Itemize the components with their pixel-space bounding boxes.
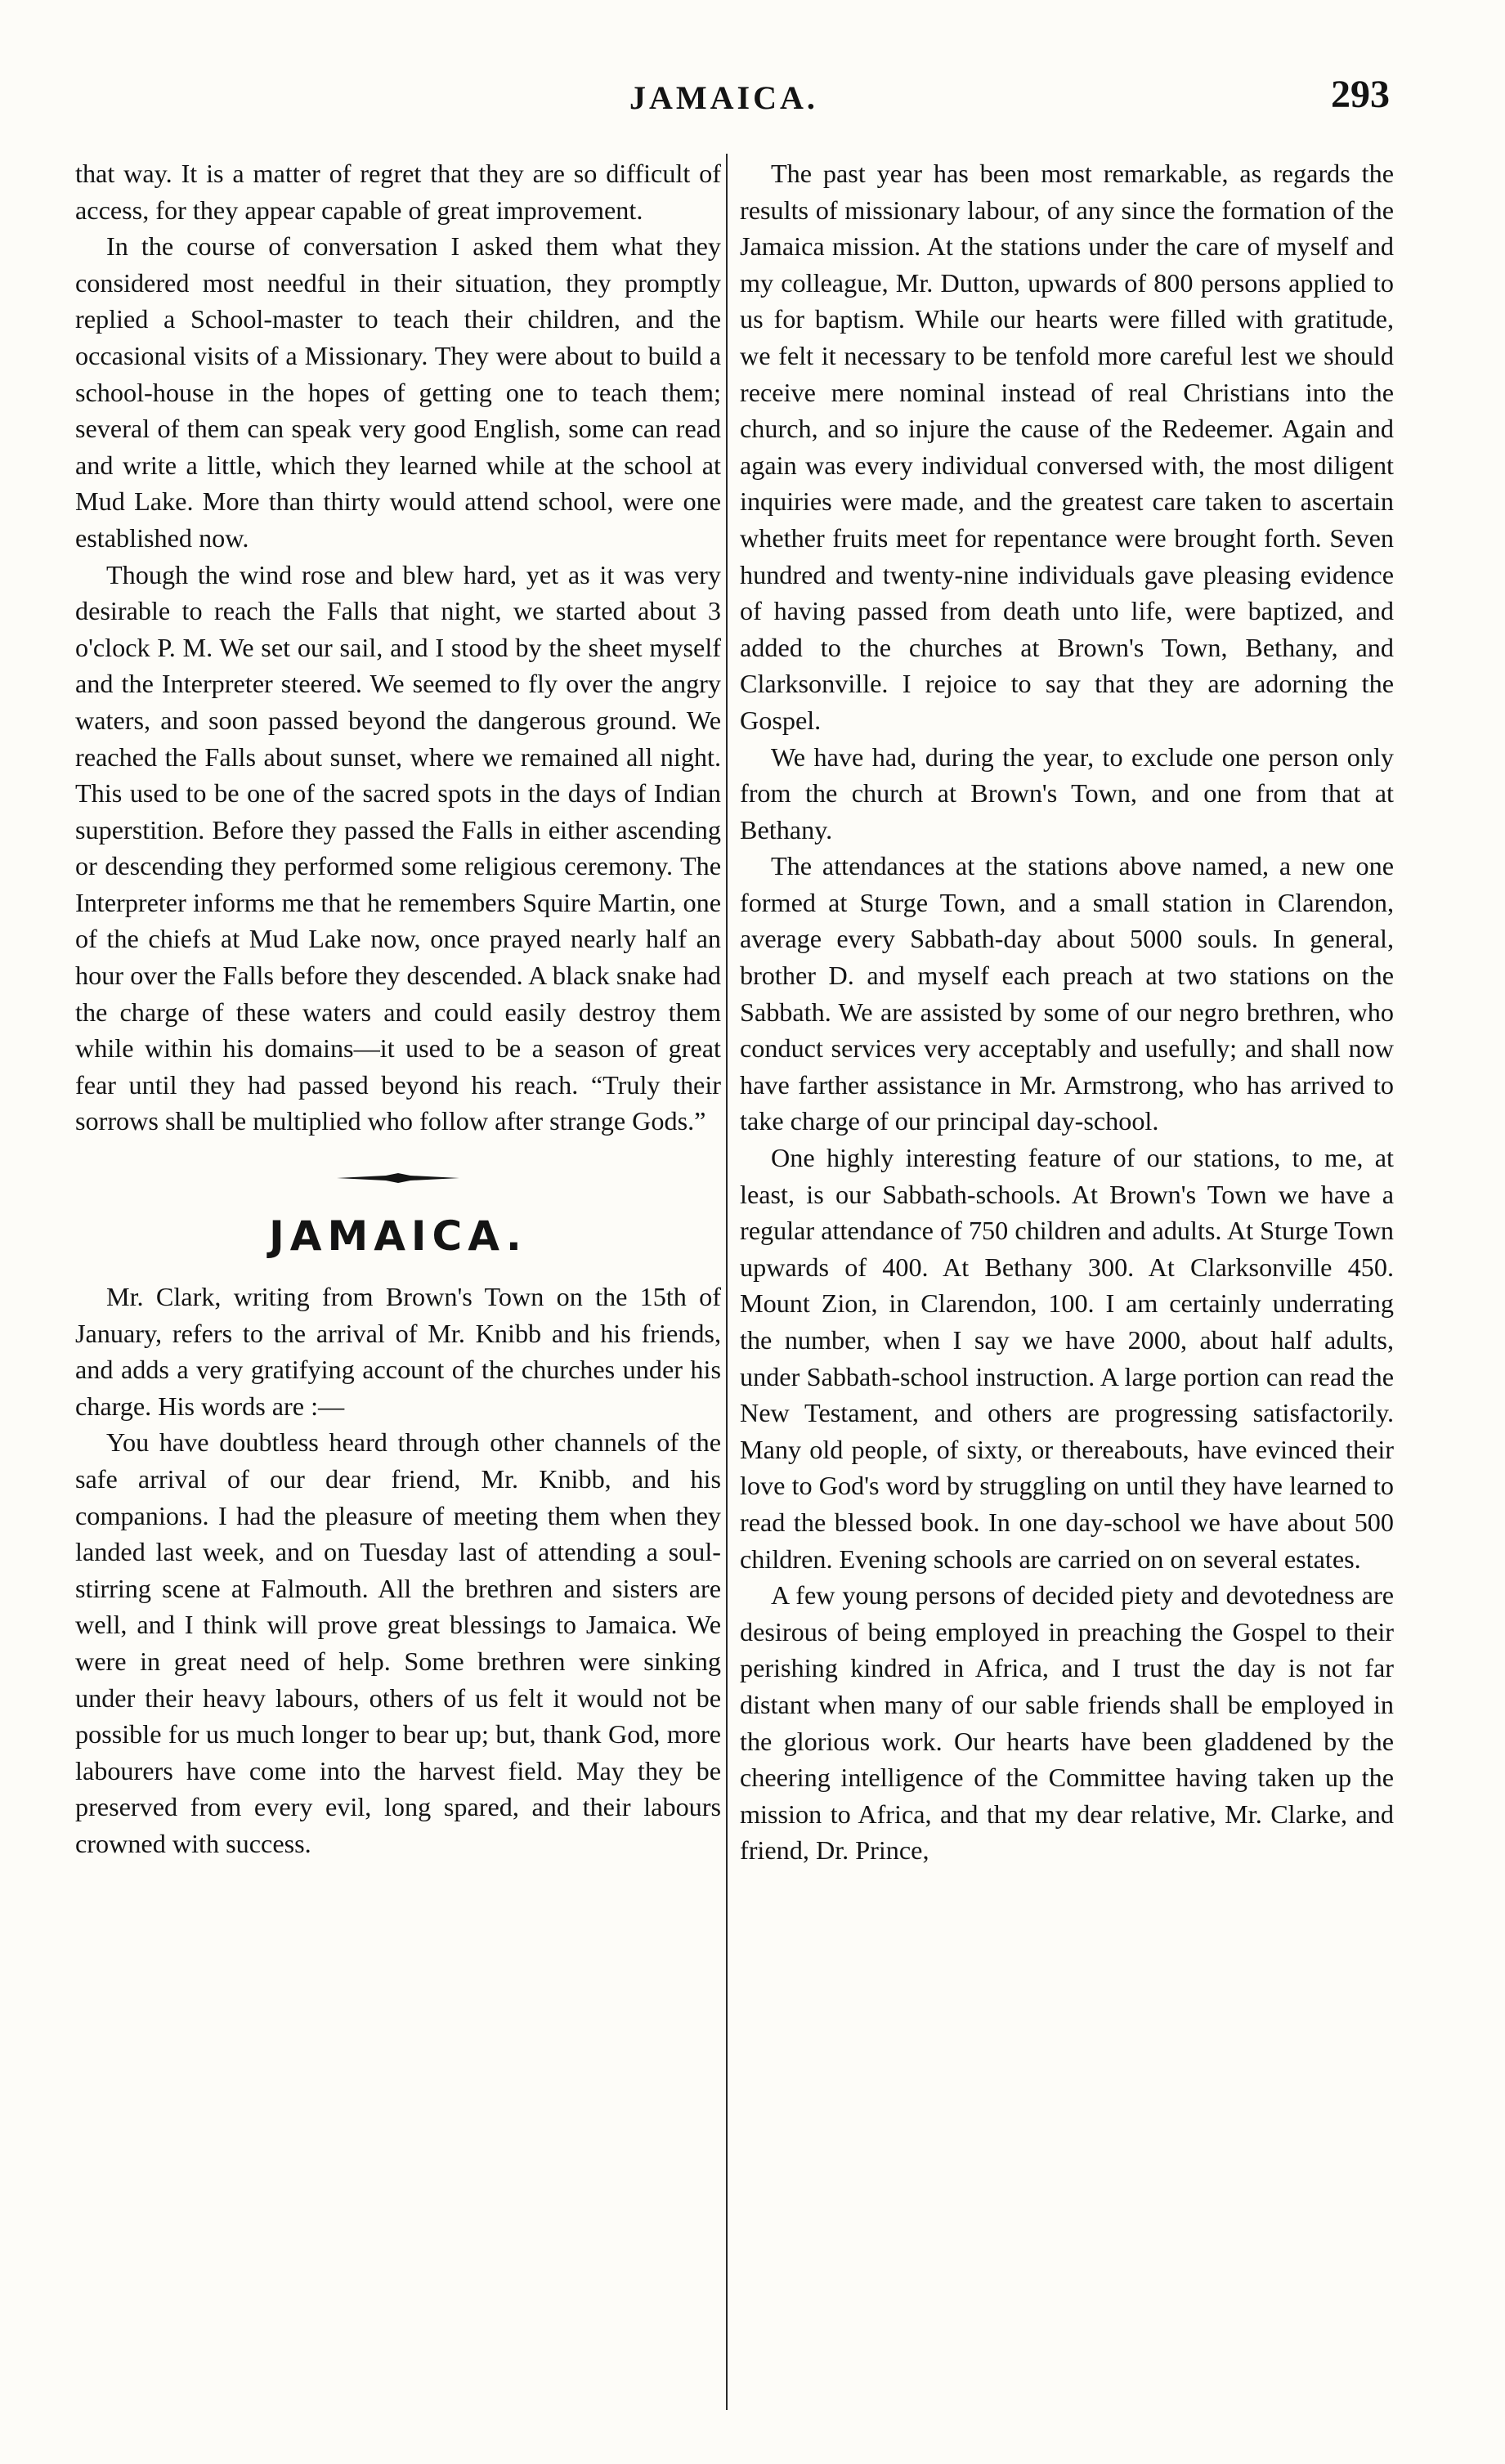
page-header: [0, 73, 1505, 128]
paragraph: The past year has been most remarkable, as regards the results of missionary labour, of any since the formation of the Jamaica mission. At the stations under the care of myself and my colleague, Mr. Dutton, upwards of 800 persons applied to us for baptism. While our hearts were filled with gratitude, we felt it necessary to be tenfold more careful lest we should receive mere nominal instead of real Christians into the church, and so injure the cause of the Redeemer. Again and again was every individual conversed with, the most diligent inquiries were made, and the greatest care taken to ascertain whether fruits meet for repentance were brought forth. Seven hundred and twenty-nine individuals gave pleasing evidence of having passed from death unto life, were baptized, and added to the churches at Brown's Town, Bethany, and Clarksonville. I rejoice to say that they are adorning the Gospel.: [740, 159, 1394, 735]
page-number: 293: [1331, 73, 1390, 116]
paragraph: that way. It is a matter of regret that they are so difficult of access, for they appear capable of great improvement.: [75, 159, 721, 225]
running-title: JAMAICA.: [629, 79, 818, 116]
paragraph: One highly interesting feature of our stations, to me, at least, is our Sabbath-schools. At Brown's Town we have a regular attendance of 750 children and adults. At Sturge Town upwards of 400. At Bethany 300. At Clarksonville 450. Mount Zion, in Clarendon, 100. I am certainly underrating the number, when I say we have 2000, about half adults, under Sabbath-school instruction. A large portion can read the New Testament, and others are progressing satisfactorily. Many old people, of sixty, or thereabouts, have evinced their love to God's word by struggling on until they have learned to read the blessed book. In one day-school we have about 500 children. Evening schools are carried on on several estates.: [740, 1143, 1394, 1574]
paragraph: We have had, during the year, to exclude one person only from the church at Brown's Town, and one from that at Bethany.: [740, 741, 1394, 844]
paragraph: In the course of conversation I asked them what they considered most needful in their situation, they promptly replied a School-master to teach their children, and the occasional visits of a Missionary. They were about to build a school-house in the hopes of getting one to teach them; several of them can speak very good English, some can read and write a little, which they learned while at the school at Mud Lake. More than thirty would attend school, were one established now.: [75, 231, 721, 553]
section-heading: JAMAICA.: [269, 1212, 527, 1261]
paragraph: Though the wind rose and blew hard, yet as it was very desirable to reach the Falls that night, we started about 3 o'clock P. M. We set our sail, and I stood by the sheet myself and the Interpreter steered. We seemed to fly over the angry waters, and soon passed beyond the dangerous ground. We reached the Falls about sunset, where we remained all night. This used to be one of the sacred spots in the days of Indian superstition. Before they passed the Falls in either ascending or descending they performed some religious ceremony. The Interpreter informs me that he remembers Squire Martin, one of the chiefs at Mud Lake now, once prayed nearly half an hour over the Falls before they descended. A black snake had the charge of these waters and could easily destroy them while within his domains—it used to be a season of great fear until they had passed beyond his reach. “Truly their sorrows shall be multiplied who follow after strange Gods.”: [75, 559, 721, 1136]
paragraph: A few young persons of decided piety and devotedness are desirous of being employed in preaching the Gospel to their perishing kindred in Africa, and I trust the day is not far distant when many of our sable friends shall be employed in the glorious work. Our hearts have been gladdened by the cheering intelligence of the Committee having taken up the mission to Africa, and that my dear relative, Mr. Clarke, and friend, Dr. Prince,: [740, 1580, 1394, 1866]
ornamental-rule: [337, 1172, 459, 1184]
right-column: [740, 155, 1394, 1869]
left-column: [75, 155, 721, 1862]
paragraph: Mr. Clark, writing from Brown's Town on the 15th of January, refers to the arrival of Mr. Knibb and his friends, and adds a very gratifying account of the churches under his charge. His words are :—: [75, 1282, 721, 1421]
paragraph: You have doubtless heard through other channels of the safe arrival of our dear friend, Mr. Knibb, and his companions. I had the pleasure of meeting them when they landed last week, and on Tuesday last of attending a soul-stirring scene at Falmouth. All the brethren and sisters are well, and I think will prove great blessings to Jamaica. We were in great need of help. Some brethren were sinking under their heavy labours, others of us felt it would not be possible for us much longer to bear up; but, thank God, more labourers have come into the harvest field. May they be preserved from every evil, long spared, and their labours crowned with success.: [75, 1427, 721, 1858]
paragraph: The attendances at the stations above named, a new one formed at Sturge Town, and a small station in Clarendon, average every Sabbath-day about 5000 souls. In general, brother D. and myself each preach at two stations on the Sabbath. We are assisted by some of our negro brethren, who conduct services very acceptably and usefully; and shall now have farther assistance in Mr. Armstrong, who has arrived to take charge of our principal day-school.: [740, 851, 1394, 1136]
column-divider: [726, 154, 728, 2410]
